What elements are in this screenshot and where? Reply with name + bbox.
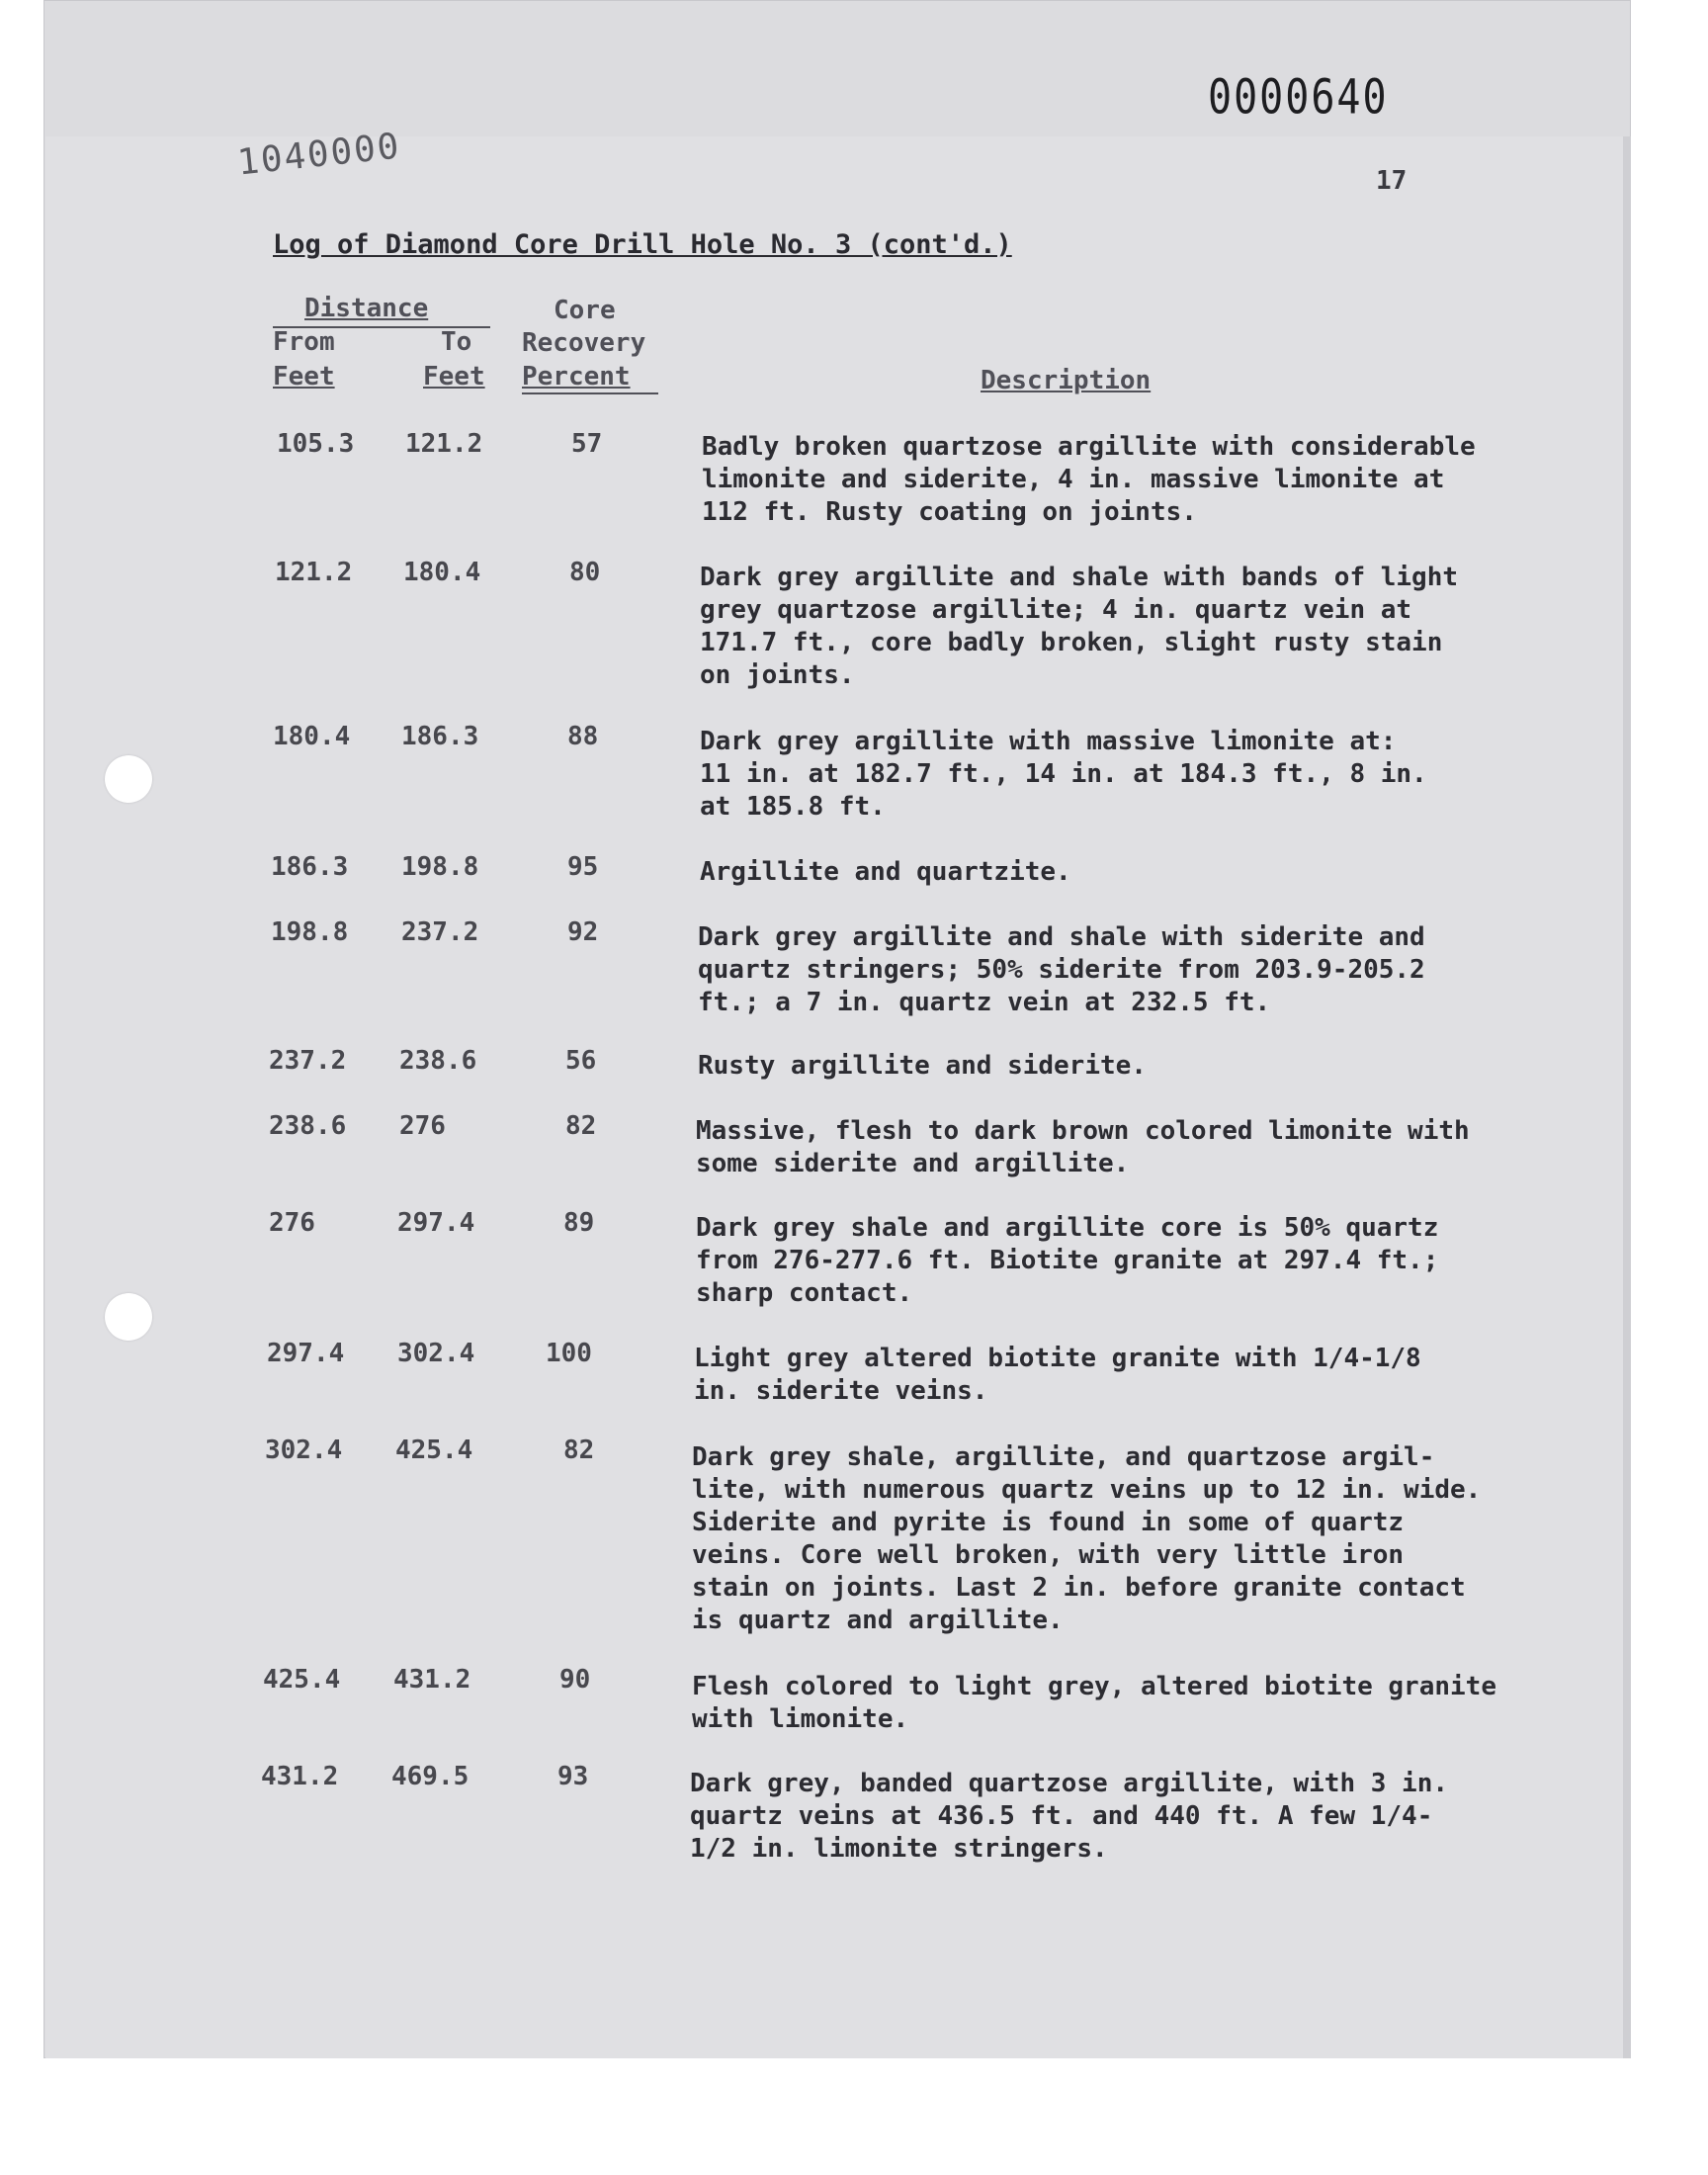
cell-description: Dark grey, banded quartzose argillite, with 3 in. quartz veins at 436.5 ft. and 440 ft. A few 1/4- 1/2 in. limonite stringers. — [690, 1769, 1449, 1864]
cell-to: 186.3 — [401, 722, 479, 751]
faded-stamp-number: 1040000 — [235, 126, 403, 184]
cell-from: 180.4 — [273, 722, 351, 751]
cell-recovery: 100 — [546, 1339, 592, 1368]
header-core-line2: Recovery — [522, 328, 646, 358]
cell-recovery: 82 — [563, 1436, 595, 1465]
cell-from: 121.2 — [275, 558, 353, 587]
cell-recovery: 92 — [567, 917, 599, 947]
cell-recovery: 57 — [571, 429, 603, 459]
cell-description: Dark grey argillite with massive limonite at: 11 in. at 182.7 ft., 14 in. at 184.3 ft., 8 in. at 185.8 ft. — [700, 727, 1427, 822]
cell-description: Flesh colored to light grey, altered biotite granite with limonite. — [692, 1672, 1496, 1734]
page-number: 17 — [1376, 166, 1408, 196]
cell-from: 297.4 — [267, 1339, 345, 1368]
cell-to: 425.4 — [395, 1436, 473, 1465]
cell-from: 431.2 — [261, 1762, 339, 1791]
cell-from: 198.8 — [271, 917, 349, 947]
cell-description: Massive, flesh to dark brown colored limonite with some siderite and argillite. — [696, 1116, 1470, 1178]
cell-recovery: 89 — [563, 1208, 595, 1238]
cell-recovery: 82 — [565, 1111, 597, 1141]
cell-recovery: 93 — [557, 1762, 589, 1791]
cell-recovery: 95 — [567, 852, 599, 882]
cell-from: 425.4 — [263, 1665, 341, 1695]
cell-description: Dark grey argillite and shale with siderite and quartz stringers; 50% siderite from 203.9-205.2 ft.; a 7 in. quartz vein at 232.5 ft. — [698, 922, 1425, 1017]
cell-description: Dark grey shale and argillite core is 50% quartz from 276-277.6 ft. Biotite granite at 297.4 ft.; sharp contact. — [696, 1213, 1439, 1308]
cell-description: Dark grey shale, argillite, and quartzose argil- lite, with numerous quartz veins up to 12 in. wide. Siderite and pyrite is found in some of quartz veins. Core well broken, with very little iron stain on joints. Last 2 in. before granite contact is quartz and argillite. — [692, 1442, 1482, 1635]
cell-from: 276 — [269, 1208, 315, 1238]
cell-to: 180.4 — [403, 558, 481, 587]
cell-to: 469.5 — [391, 1762, 470, 1791]
cell-recovery: 56 — [565, 1046, 597, 1076]
cell-description: Light grey altered biotite granite with 1/4-1/8 in. siderite veins. — [694, 1344, 1421, 1406]
page-edge-shadow — [1623, 136, 1631, 2058]
header-to-line2: Feet — [423, 362, 485, 392]
punch-hole-bottom — [105, 1293, 152, 1341]
cell-to: 431.2 — [393, 1665, 471, 1695]
header-from-line2: Feet — [273, 362, 335, 392]
cell-from: 105.3 — [277, 429, 355, 459]
header-to-line1: To — [441, 327, 472, 357]
cell-from: 238.6 — [269, 1111, 347, 1141]
document-stamp-number: 0000640 — [1208, 70, 1389, 126]
header-core-line3: Percent — [522, 362, 631, 392]
cell-recovery: 90 — [559, 1665, 591, 1695]
cell-from: 186.3 — [271, 852, 349, 882]
punch-hole-top — [105, 755, 152, 803]
cell-to: 302.4 — [397, 1339, 475, 1368]
scanned-page — [43, 0, 1631, 2058]
cell-to: 297.4 — [397, 1208, 475, 1238]
cell-description: Argillite and quartzite. — [700, 857, 1071, 887]
cell-recovery: 88 — [567, 722, 599, 751]
cell-description: Rusty argillite and siderite. — [698, 1051, 1147, 1081]
cell-to: 198.8 — [401, 852, 479, 882]
header-description: Description — [981, 366, 1152, 395]
cell-recovery: 80 — [569, 558, 601, 587]
header-core-line1: Core — [554, 296, 616, 325]
cell-to: 276 — [399, 1111, 446, 1141]
page-title: Log of Diamond Core Drill Hole No. 3 (cont'd.) — [273, 229, 1012, 260]
cell-description: Badly broken quartzose argillite with considerable limonite and siderite, 4 in. massive limonite at 112 ft. Rusty coating on joints. — [702, 432, 1476, 527]
cell-to: 237.2 — [401, 917, 479, 947]
cell-from: 237.2 — [269, 1046, 347, 1076]
header-distance: Distance — [304, 294, 429, 323]
header-core-rule — [522, 392, 658, 394]
cell-to: 121.2 — [405, 429, 483, 459]
cell-to: 238.6 — [399, 1046, 477, 1076]
cell-from: 302.4 — [265, 1436, 343, 1465]
header-from-line1: From — [273, 327, 335, 357]
cell-description: Dark grey argillite and shale with bands of light grey quartzose argillite; 4 in. quartz vein at 171.7 ft., core badly broken, slight rusty stain on joints. — [700, 563, 1459, 690]
